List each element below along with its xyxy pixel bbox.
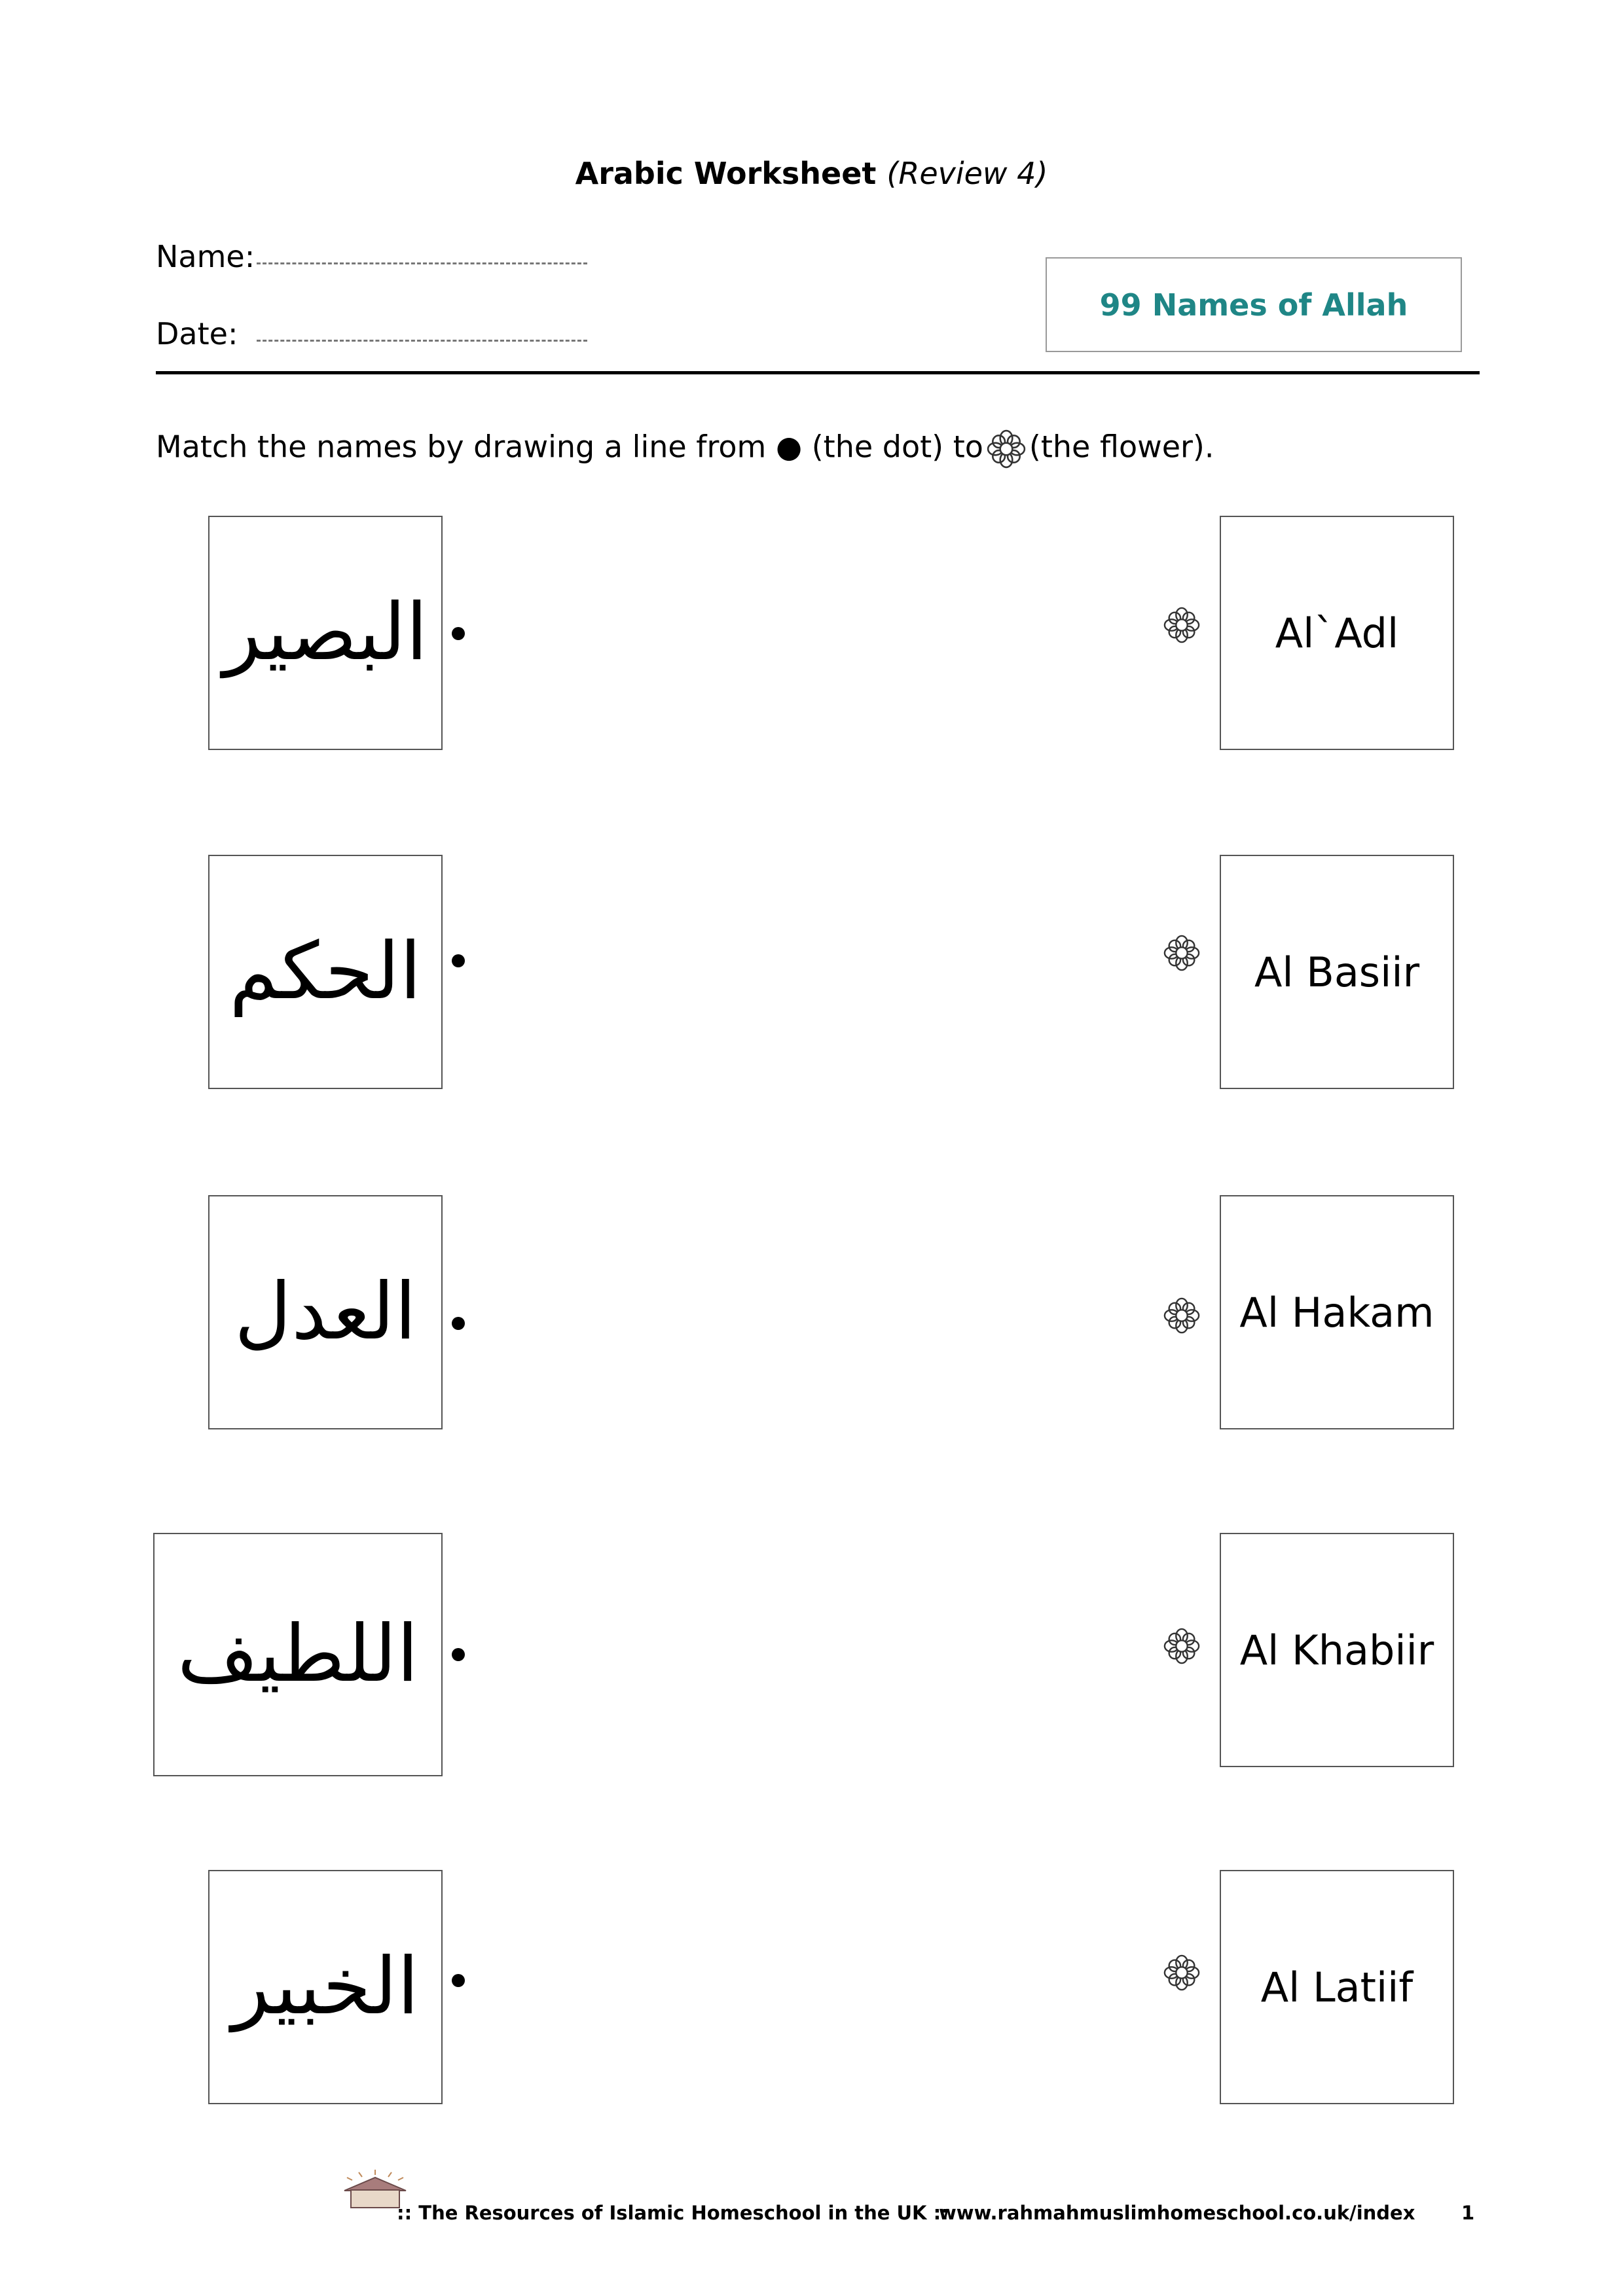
topic-box bbox=[1046, 257, 1462, 352]
name-field[interactable] bbox=[257, 262, 587, 264]
worksheet-title bbox=[0, 156, 1623, 191]
instructions-part1: Match the names by drawing a line from ● (the dot) to bbox=[156, 429, 983, 465]
arabic-card bbox=[208, 1870, 443, 2104]
title-subtitle: (Review 4) bbox=[886, 156, 1048, 191]
arabic-name: البصير bbox=[223, 587, 428, 678]
instructions-part2: (the flower). bbox=[1029, 429, 1214, 465]
name-label: Name: bbox=[156, 239, 255, 274]
arabic-name: اللطيف bbox=[177, 1609, 419, 1700]
title-text: Arabic Worksheet bbox=[575, 156, 877, 191]
transliteration-card bbox=[1220, 1195, 1454, 1429]
arabic-card bbox=[208, 855, 443, 1089]
transliteration-card bbox=[1220, 1533, 1454, 1767]
transliteration-name: Al Basiir bbox=[1254, 948, 1420, 996]
transliteration-card bbox=[1220, 855, 1454, 1089]
footer-url[interactable]: www.rahmahmuslimhomeschool.co.uk/index bbox=[939, 2202, 1415, 2224]
date-label: Date: bbox=[156, 316, 238, 351]
arabic-name: الحكم bbox=[229, 926, 422, 1017]
arabic-card bbox=[208, 1195, 443, 1429]
dot-icon[interactable] bbox=[452, 954, 465, 967]
date-field[interactable] bbox=[257, 340, 587, 342]
topic-label: 99 Names of Allah bbox=[1099, 287, 1408, 323]
flower-icon bbox=[986, 429, 1027, 469]
arabic-name: الخبير bbox=[232, 1941, 419, 2032]
transliteration-name: Al`Adl bbox=[1275, 609, 1399, 657]
transliteration-name: Al Khabiir bbox=[1239, 1626, 1434, 1674]
flower-icon[interactable] bbox=[1163, 1297, 1201, 1335]
arabic-card bbox=[153, 1533, 443, 1776]
transliteration-card bbox=[1220, 1870, 1454, 2104]
transliteration-name: Al Latiif bbox=[1260, 1963, 1413, 2011]
arabic-name: العدل bbox=[234, 1266, 416, 1357]
header-divider bbox=[156, 371, 1480, 374]
transliteration-card bbox=[1220, 516, 1454, 750]
footer-text: :: The Resources of Islamic Homeschool in the UK :: bbox=[397, 2202, 949, 2224]
dot-icon[interactable] bbox=[452, 1648, 465, 1661]
dot-icon[interactable] bbox=[452, 1317, 465, 1330]
dot-icon[interactable] bbox=[452, 627, 465, 640]
arabic-card bbox=[208, 516, 443, 750]
flower-icon[interactable] bbox=[1163, 934, 1201, 972]
dot-icon[interactable] bbox=[452, 1974, 465, 1987]
flower-icon[interactable] bbox=[1163, 1627, 1201, 1665]
flower-icon[interactable] bbox=[1163, 1954, 1201, 1992]
flower-icon[interactable] bbox=[1163, 606, 1201, 644]
instructions bbox=[156, 429, 1214, 469]
transliteration-name: Al Hakam bbox=[1239, 1288, 1434, 1336]
page-number: 1 bbox=[1461, 2202, 1475, 2224]
